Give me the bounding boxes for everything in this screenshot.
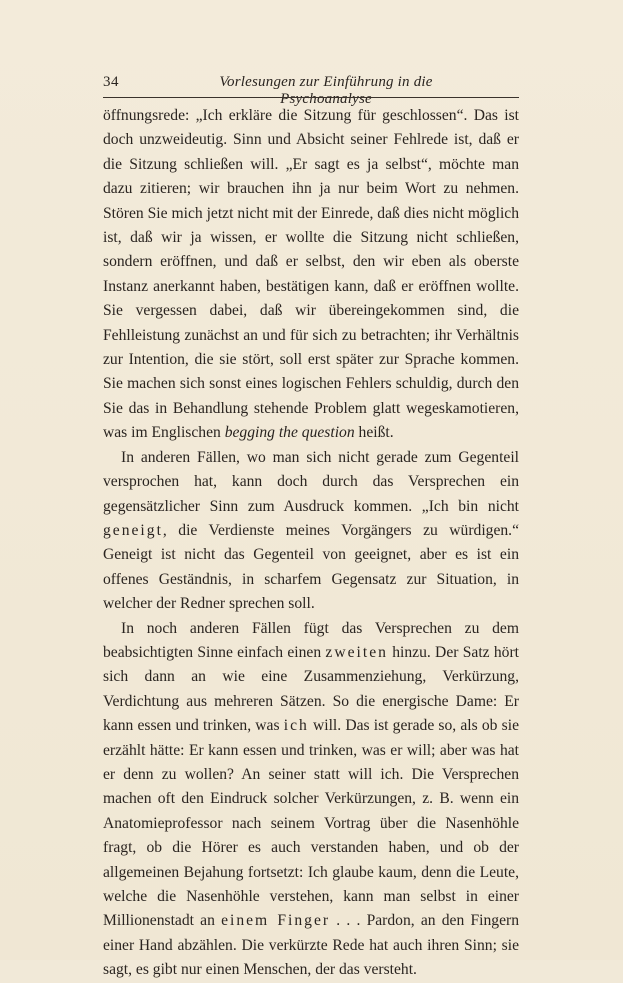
text-run: In anderen Fällen, wo man sich nicht gerade zum Gegenteil versprochen hat, kann doch durch das Versprechen ein gegensätzlicher Sinn zum Ausdruck kommen. „Ich bin nicht — [103, 448, 519, 515]
spaced-emphasis: zweiten — [325, 643, 388, 661]
paragraph — [103, 617, 519, 983]
spaced-emphasis: einem Finger — [221, 912, 331, 930]
running-head — [103, 74, 519, 107]
text-run: . . . Pardon, an den Fingern einer Hand abzählen. Die verkürzte Rede hat auch ihren Sinn; sie sagt, es gibt nur einen Menschen, der das versteht. — [103, 912, 519, 979]
text-run: öffnungsrede: „Ich erkläre die Sitzung für geschlossen“. Das ist doch unzweideutig. Sinn und Absicht seiner Fehlrede ist, daß er die Sitzung schließen will. „Er sagt es ja selbst“, möchte man dazu zitieren; wir brauchen ihn ja nur beim Wort zu nehmen. Stören Sie mich jetzt nicht mit der Einrede, daß dies nicht möglich ist, daß wir ja wissen, er wollte die Sitzung nicht schließen, sondern eröffnen, und daß er selbst, den wir eben als oberste Instanz anerkannt haben, bestätigen kann, daß er eröffnen wollte. Sie vergessen dabei, daß wir übereingekommen sind, die Fehlleistung zunächst an und für sich zu betrachten; ihr Verhältnis zur Intention, die sie stört, soll erst später zur Sprache kommen. Sie machen sich sonst eines logischen Fehlers schuldig, durch den Sie das in Behandlung stehende Problem glatt wegeskamotieren, was im Englischen — [103, 107, 519, 442]
page-number: 34 — [103, 74, 119, 90]
header-rule — [103, 97, 519, 98]
italic-phrase: begging the question — [224, 424, 355, 442]
text-run: , die Verdienste meines Vorgängers zu würdigen.“ Geneigt ist nicht das Gegenteil von geeignet, aber es ist ein offenes Geständnis, in scharfem Gegensatz zur Situation, in welcher der Redner sprechen soll. — [103, 521, 519, 613]
running-title: Vorlesungen zur Einführung in die Psychoanalyse — [219, 74, 433, 107]
text-run: will. Das ist gerade so, als ob sie erzählt hätte: Er kann essen und trinken, was er will; aber was hat er denn zu wollen? An seiner statt will ich. Die Versprechen machen oft den Eindruck solcher Verkürzungen, z. B. wenn ein Anatomieprofessor nach seinem Vortrag über die Nasenhöhle fragt, ob die Hörer es auch verstanden haben, und ob der allgemeinen Bejahung fortsetzt: Ich glaube kaum, denn die Leute, welche die Nasenhöhle verstehen, kann man selbst in einer Millionenstadt an — [103, 717, 519, 930]
paragraph — [103, 446, 519, 617]
spaced-emphasis: geneigt — [103, 521, 163, 539]
text-run: heißt. — [354, 424, 394, 442]
body-text — [103, 104, 519, 983]
text-run: In noch anderen Fällen fügt das Versprechen zu dem beabsichtigten Sinne einfach einen — [103, 619, 519, 661]
paragraph — [103, 104, 519, 446]
text-run: hinzu. Der Satz hört sich dann an wie eine Zusammenziehung, Verkürzung, Verdichtung aus mehreren Sätzen. So die energische Dame: Er kann essen und trinken, was — [103, 643, 519, 735]
spaced-emphasis: ich — [283, 717, 309, 735]
